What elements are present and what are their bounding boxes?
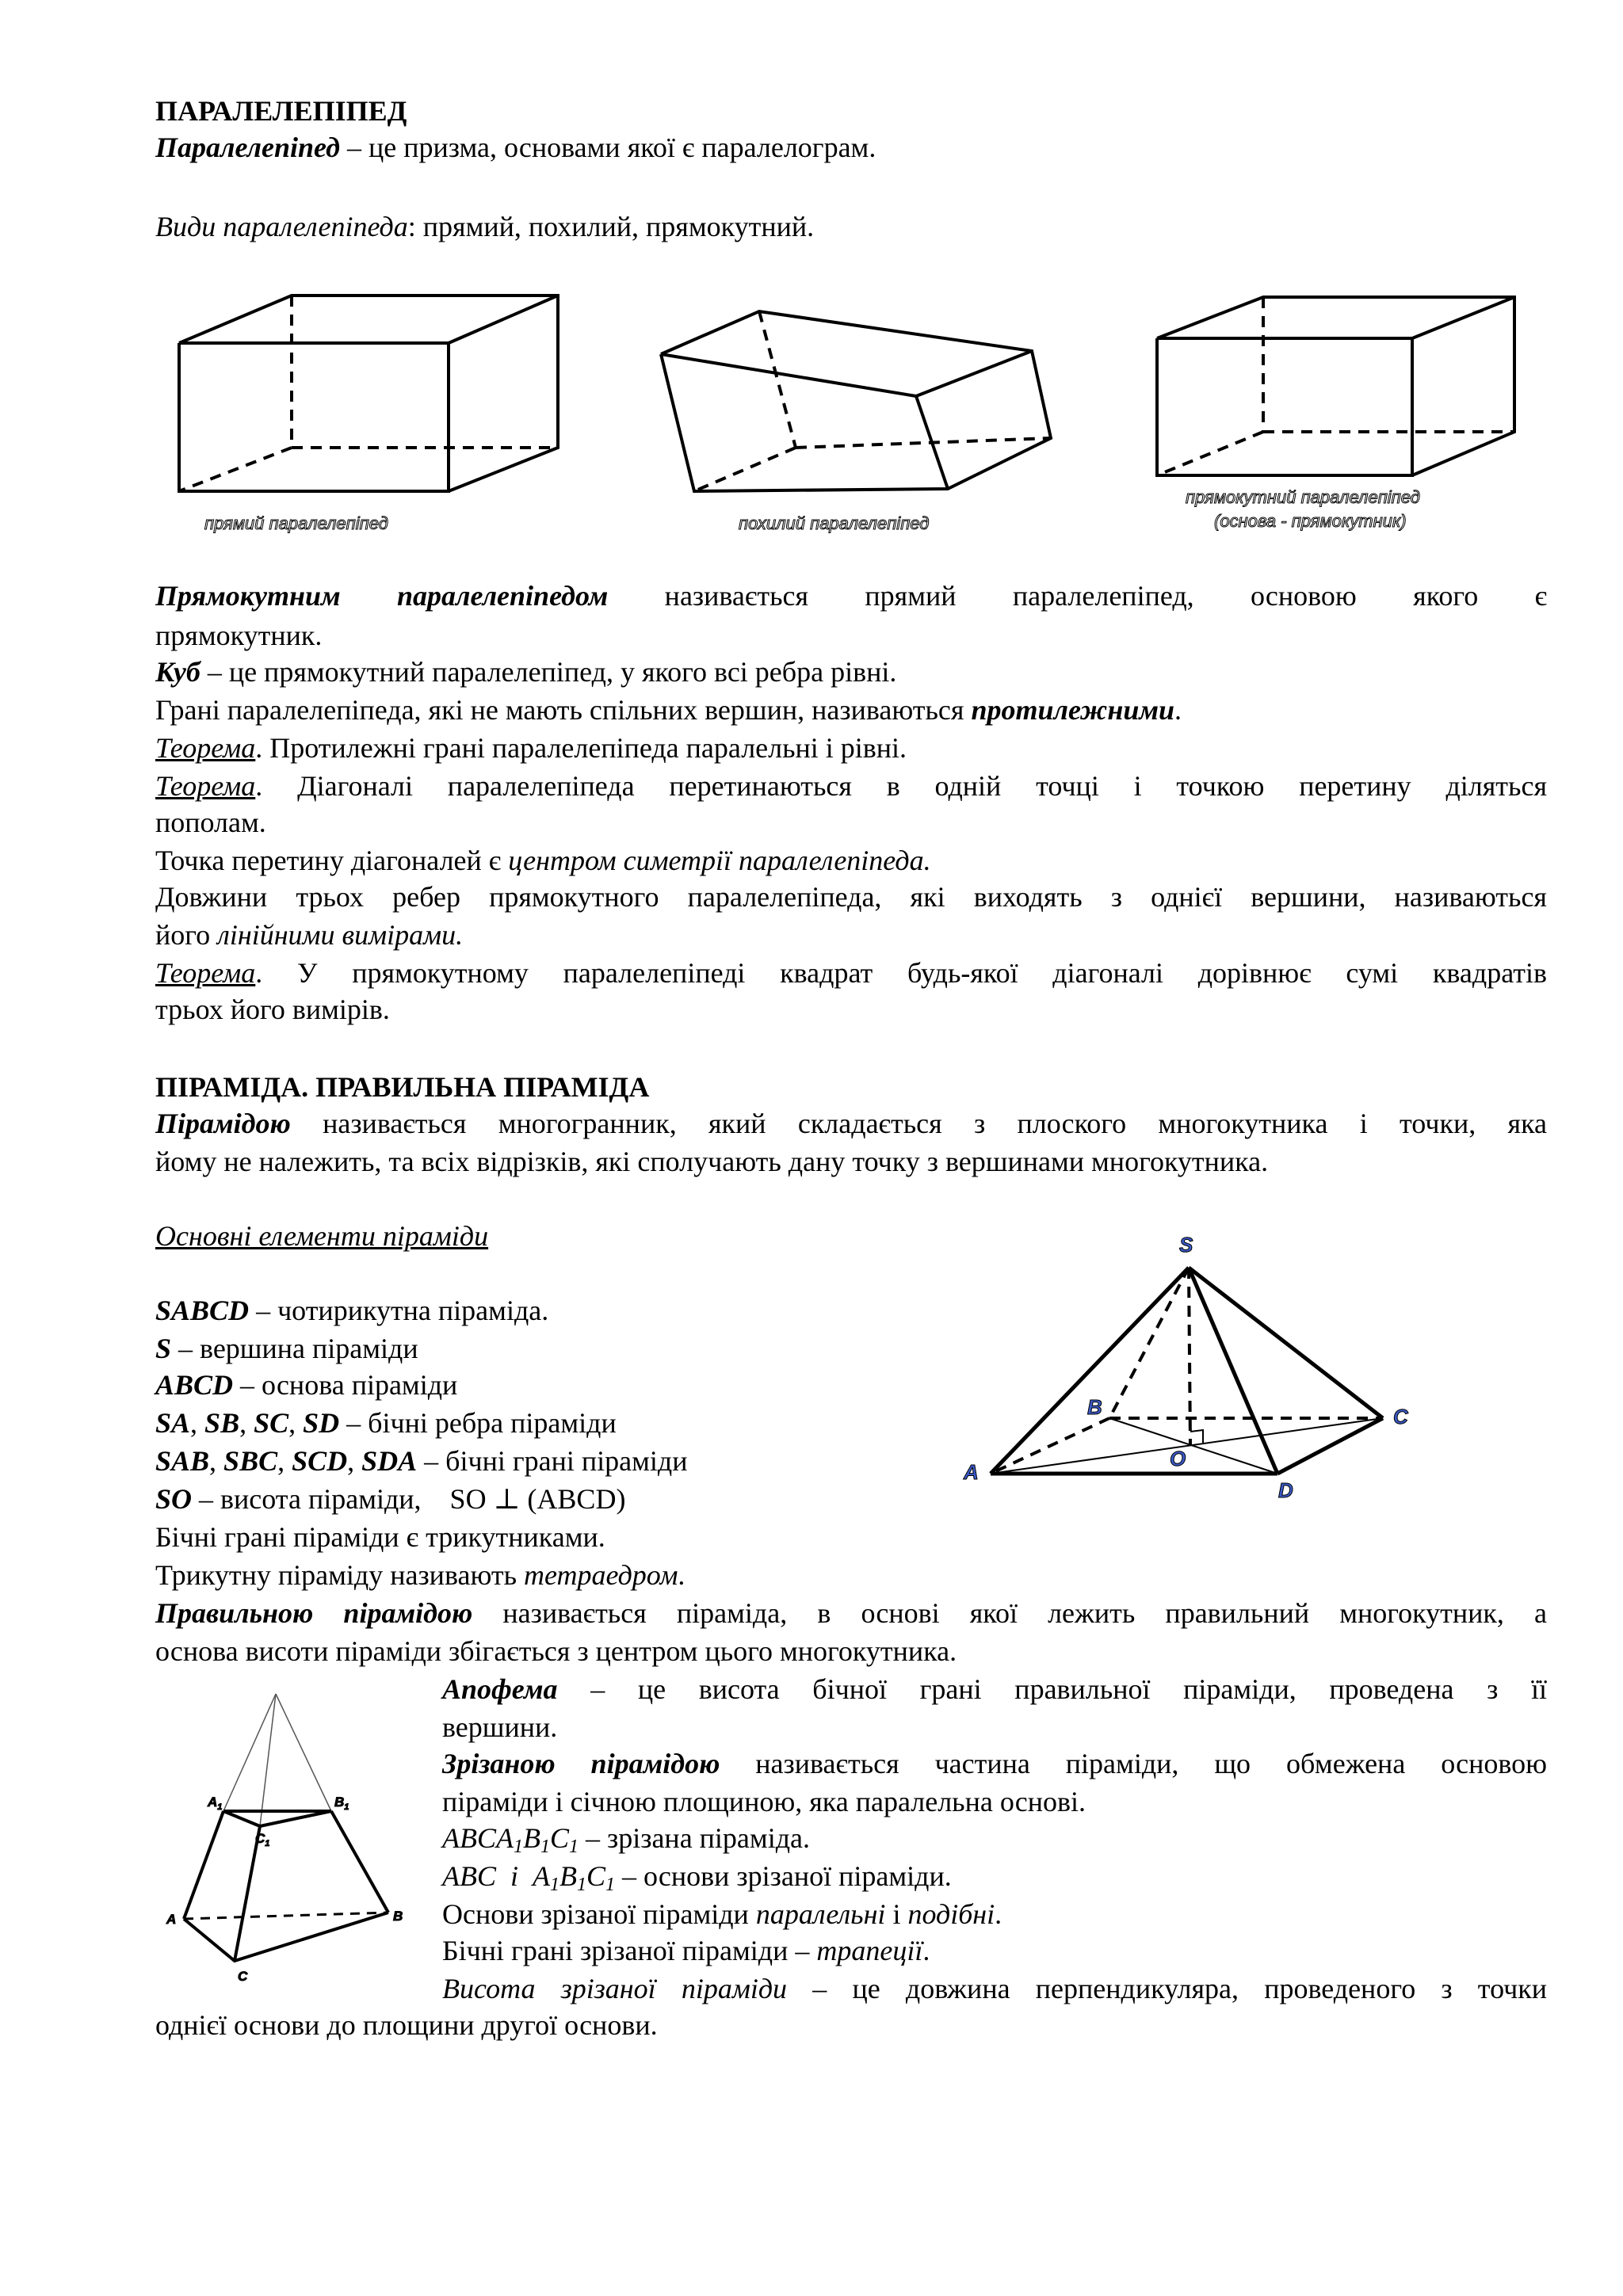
regular-term: Правильною пірамідою bbox=[155, 1597, 473, 1629]
oblique-parallelepiped-caption: похилий паралелепіпед bbox=[739, 513, 930, 533]
types-label: Види паралелепіпеда bbox=[155, 211, 408, 242]
label-d: D bbox=[1278, 1478, 1293, 1502]
theorem-1 bbox=[155, 730, 907, 765]
truncated-bases bbox=[442, 1859, 952, 1894]
right-parallelepiped-figure bbox=[179, 296, 558, 491]
lt-end: . bbox=[922, 1935, 930, 1966]
pyramid-def-line1: називається многогранник, який складається з плоского многокутника і точки, яка bbox=[290, 1108, 1547, 1139]
el-text: – бічні грані піраміди bbox=[417, 1445, 688, 1477]
el-term: SB bbox=[204, 1407, 240, 1439]
tetra-text: Трикутну піраміду називають bbox=[155, 1559, 525, 1591]
lt-text: Бічні грані зрізаної піраміди – bbox=[442, 1935, 817, 1966]
height-term: Висота зрізаної піраміди bbox=[442, 1973, 788, 2004]
lateral-faces-triangles: Бічні грані піраміди є трикутниками. bbox=[155, 1521, 605, 1553]
element-apex bbox=[155, 1331, 418, 1366]
label-c1: $C_1$ bbox=[255, 1831, 270, 1848]
label-a1: $A_1$ bbox=[208, 1794, 223, 1812]
apothem-term: Апофема bbox=[442, 1673, 558, 1705]
opposite-text: Грані паралелепіпеда, які не мають спільних вершин, називаються bbox=[155, 694, 972, 726]
el-text: – висота піраміди, SO ⊥ (ABCD) bbox=[192, 1483, 626, 1515]
definition-text: – це призма, основами якої є паралелограм. bbox=[340, 132, 876, 163]
label-b1: $B_1$ bbox=[334, 1794, 349, 1812]
parallelepiped-figures bbox=[155, 281, 1550, 543]
parallelepiped-types bbox=[155, 209, 814, 244]
pyramid-term: Пірамідою bbox=[155, 1108, 291, 1139]
dims-term: лінійними вимірами. bbox=[217, 919, 464, 951]
element-sabcd bbox=[155, 1293, 548, 1328]
bases-notation: ABC і $A_1B_1C_1$ bbox=[442, 1860, 615, 1895]
el-term: ABCD bbox=[155, 1369, 234, 1401]
label-c: C bbox=[1393, 1405, 1408, 1428]
truncated-pyramid-definition bbox=[442, 1746, 1547, 1781]
pyramid-sabcd-figure bbox=[951, 1224, 1426, 1509]
lt-term: трапеції bbox=[816, 1935, 923, 1966]
apothem-definition bbox=[442, 1672, 1547, 1707]
el-term: SBC bbox=[223, 1445, 278, 1477]
truncated-height bbox=[442, 1971, 1547, 2006]
parallelepiped-definition bbox=[155, 130, 876, 165]
apothem-line1: – це висота бічної грані правильної піраміди, проведена з її bbox=[557, 1673, 1547, 1705]
trunc-line1: називається частина піраміди, що обмежена основою bbox=[720, 1748, 1547, 1779]
el-term: SAB bbox=[155, 1445, 210, 1477]
el-text: – вершина піраміди bbox=[171, 1333, 418, 1364]
bp-term2: подібні bbox=[907, 1898, 995, 1930]
right-parallelepiped-caption: прямий паралелепіпед bbox=[204, 513, 388, 533]
el-text: – чотирикутна піраміда. bbox=[249, 1295, 549, 1326]
el-term: SD bbox=[303, 1407, 340, 1439]
rect-def-line2: прямокутник. bbox=[155, 620, 323, 651]
theorem-2-line2: пополам. bbox=[155, 807, 266, 838]
rectangular-caption-line1: прямокутний паралелепіпед bbox=[1186, 487, 1420, 507]
theorem-1-text: . Протилежні грані паралелепіпеда паралельні і рівні. bbox=[255, 732, 907, 764]
label-b: B bbox=[1087, 1395, 1102, 1419]
apothem-line2: вершини. bbox=[442, 1711, 558, 1743]
trunc-term: Зрізаною пірамідою bbox=[442, 1748, 720, 1779]
symmetry-center bbox=[155, 843, 931, 878]
label-c: C bbox=[238, 1969, 248, 1984]
center-text: Точка перетину діагоналей є bbox=[155, 845, 509, 876]
parallelepiped-heading: ПАРАЛЕЛЕПІПЕД bbox=[155, 95, 407, 127]
el-term: S bbox=[155, 1333, 172, 1364]
regular-line1: називається піраміда, в основі якої лежить правильний многокутник, а bbox=[472, 1597, 1547, 1629]
trunc-notation: $ABCA_1B_1C_1$ bbox=[442, 1822, 579, 1857]
el-term: SABCD bbox=[155, 1295, 250, 1326]
rect-def-term-1: Прямокутним bbox=[155, 580, 341, 612]
el-term: SC bbox=[254, 1407, 289, 1439]
truncated-name bbox=[442, 1821, 810, 1855]
el-term: SDA bbox=[361, 1445, 418, 1477]
label-s: S bbox=[1179, 1233, 1193, 1257]
linear-dimensions-line1: Довжини трьох ребер прямокутного паралелепіпеда, які виходять з однієї вершини, називаються bbox=[155, 881, 1547, 913]
truncated-pyramid-figure bbox=[158, 1688, 420, 1989]
theorem-word: Теорема bbox=[155, 957, 256, 989]
cube-definition bbox=[155, 654, 896, 689]
theorem-2 bbox=[155, 769, 1547, 803]
element-lateral-edges: SA, SB, SC, SD – бічні ребра піраміди bbox=[155, 1407, 617, 1439]
tetra-term: тетраедром bbox=[524, 1559, 678, 1591]
height-line1: – це довжина перпендикуляра, проведеного з точки bbox=[787, 1973, 1547, 2004]
bp-text: Основи зрізаної піраміди bbox=[442, 1898, 756, 1930]
trunc-line2: піраміди і січною площиною, яка паралельна основі. bbox=[442, 1786, 1086, 1817]
theorem-3 bbox=[155, 955, 1547, 990]
lateral-trapezoids bbox=[442, 1933, 930, 1968]
theorem-3-text: . У прямокутному паралелепіпеді квадрат будь-якої діагоналі дорівнює сумі квадратів bbox=[255, 957, 1547, 989]
rectangular-caption-line2: (основа - прямокутник) bbox=[1214, 511, 1407, 531]
el-term: SO bbox=[155, 1483, 193, 1515]
pyramid-definition bbox=[155, 1106, 1547, 1141]
regular-pyramid-definition bbox=[155, 1596, 1547, 1630]
trunc-name-text: – зрізана піраміда. bbox=[579, 1822, 810, 1854]
theorem-2-text: . Діагоналі паралелепіпеда перетинаються в одній точці і точкою перетину діляться bbox=[255, 770, 1547, 802]
tetrahedron bbox=[155, 1558, 685, 1592]
bases-parallel bbox=[442, 1897, 1002, 1932]
pyramid-heading: ПІРАМІДА. ПРАВИЛЬНА ПІРАМІДА bbox=[155, 1071, 650, 1103]
rect-def-term-2: паралелепіпедом bbox=[397, 580, 609, 612]
bp-term1: паралельні bbox=[755, 1898, 886, 1930]
rect-def-rest: називається прямий паралелепіпед, основою якого є bbox=[664, 580, 1548, 612]
cube-text: – це прямокутний паралелепіпед, у якого всі ребра рівні. bbox=[200, 656, 897, 688]
opposite-faces bbox=[155, 692, 1182, 727]
types-text: : прямий, похилий, прямокутний. bbox=[407, 211, 815, 242]
label-b: B bbox=[393, 1909, 403, 1924]
theorem-word: Теорема bbox=[155, 770, 256, 802]
rect-parallelepiped-definition bbox=[155, 578, 1547, 613]
pyramid-elements-title: Основні елементи піраміди bbox=[155, 1220, 489, 1252]
label-a: A bbox=[166, 1912, 177, 1927]
center-term: центром симетрії паралелепіпеда. bbox=[508, 845, 931, 876]
oblique-parallelepiped-figure bbox=[661, 311, 1051, 491]
label-a: A bbox=[964, 1460, 979, 1484]
cube-term: Куб bbox=[155, 656, 200, 688]
label-o: O bbox=[1170, 1447, 1186, 1470]
opposite-end: . bbox=[1174, 694, 1182, 726]
el-term: SCD bbox=[292, 1445, 348, 1477]
element-height bbox=[155, 1482, 625, 1516]
dims-text: його bbox=[155, 919, 218, 951]
bp-end: . bbox=[995, 1898, 1002, 1930]
linear-dimensions-line2 bbox=[155, 917, 463, 952]
rectangular-parallelepiped-figure bbox=[1157, 297, 1514, 475]
theorem-word: Теорема bbox=[155, 732, 256, 764]
regular-line2: основа висоти піраміди збігається з центром цього многокутника. bbox=[155, 1635, 957, 1667]
pyramid-def-line2: йому не належить, та всіх відрізків, які сполучають дану точку з вершинами многокутника. bbox=[155, 1146, 1269, 1177]
definition-term: Паралелепіпед bbox=[155, 132, 340, 163]
theorem-3-line2: трьох його вимірів. bbox=[155, 994, 390, 1025]
element-base bbox=[155, 1367, 457, 1402]
el-term: SA bbox=[155, 1407, 191, 1439]
opposite-term: протилежними bbox=[971, 694, 1175, 726]
element-lateral-faces: SAB, SBC, SCD, SDA – бічні грані піраміди bbox=[155, 1445, 688, 1477]
height-line2: однієї основи до площини другої основи. bbox=[155, 2009, 658, 2041]
el-text: – основа піраміди bbox=[233, 1369, 458, 1401]
bp-and: і bbox=[885, 1898, 908, 1930]
bases-text: – основи зрізаної піраміди. bbox=[615, 1860, 952, 1892]
el-text: – бічні ребра піраміди bbox=[339, 1407, 617, 1439]
tetra-end: . bbox=[678, 1559, 685, 1591]
